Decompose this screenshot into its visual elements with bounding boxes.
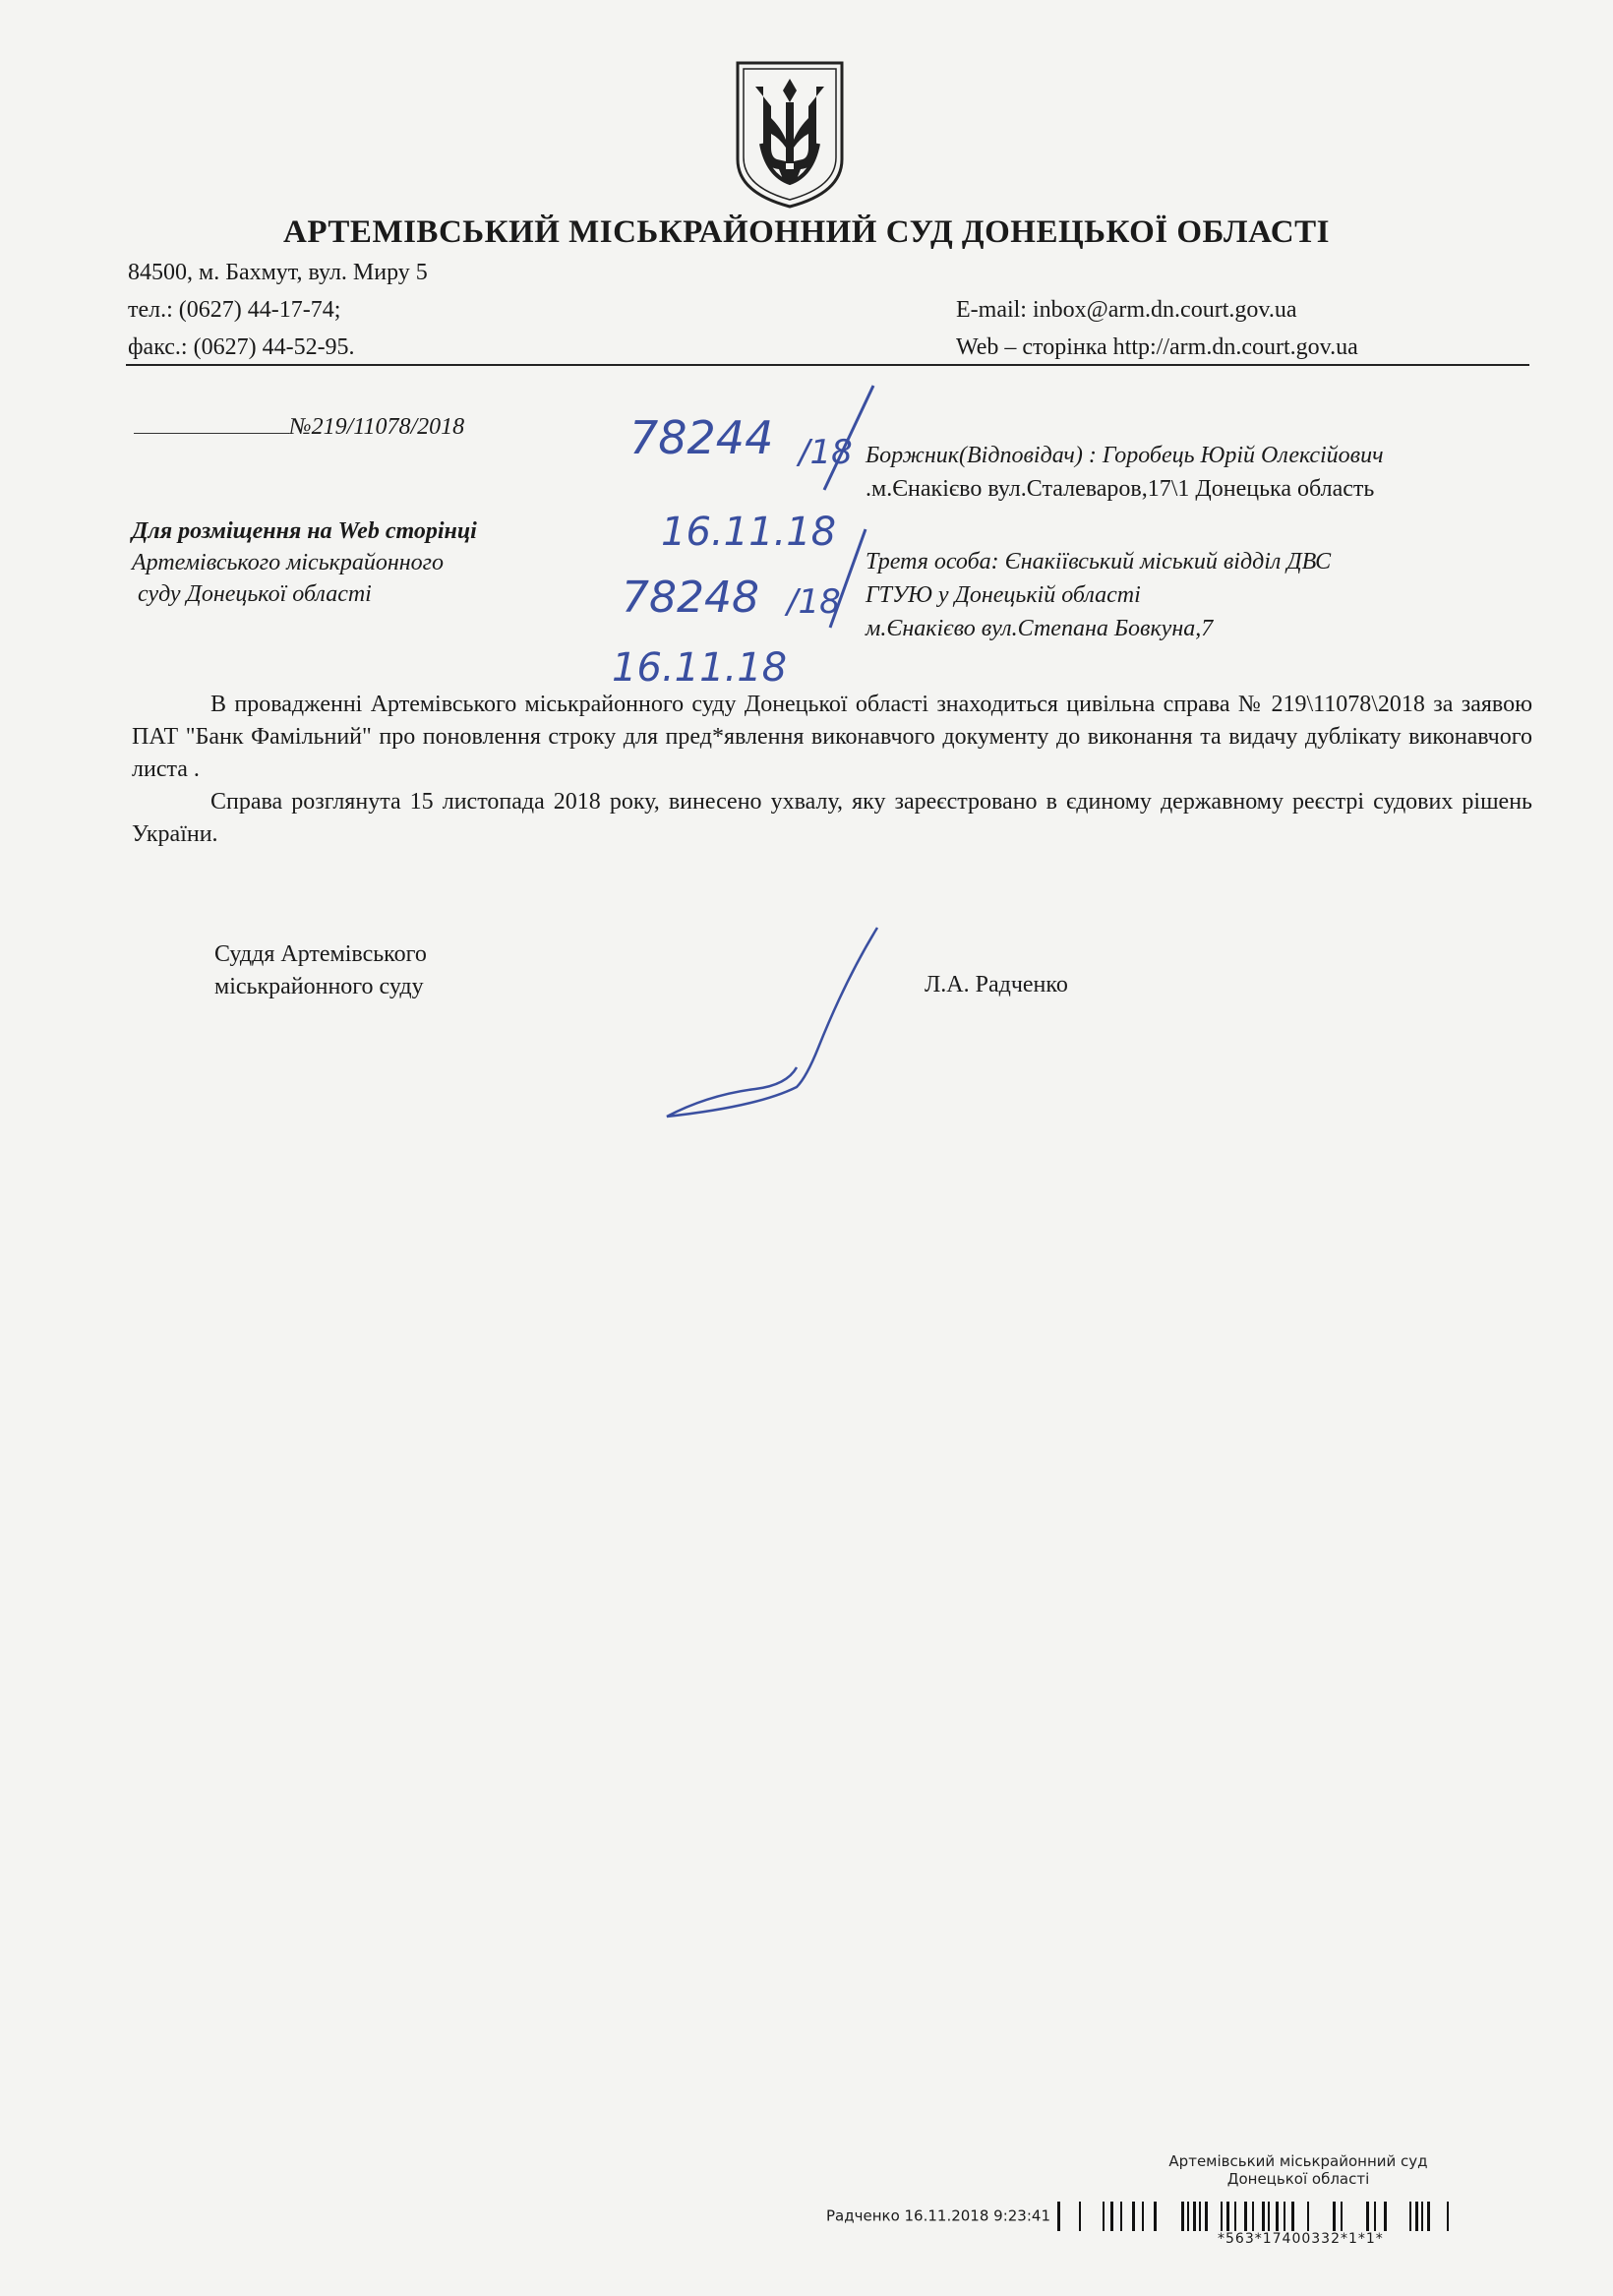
body-paragraph-2: Справа розглянута 15 листопада 2018 року, винесено ухвалу, яку зареєстровано в єдиному державному реєстрі судових рішень України.	[132, 789, 1532, 847]
handwritten-date-1: 16.11.18	[661, 510, 837, 555]
third-party-name: Третя особа: Єнакіївський міський відділ ДВС	[866, 549, 1332, 574]
judge-title-line1: Суддя Артемівського	[214, 941, 427, 967]
third-party-dept: ГТУЮ у Донецькій області	[866, 582, 1141, 608]
ukraine-trident-emblem-icon	[732, 57, 848, 211]
court-fax: факс.: (0627) 44-52-95.	[128, 334, 355, 360]
letter-body	[132, 689, 1532, 851]
court-address: 84500, м. Бахмут, вул. Миру 5	[128, 260, 428, 285]
body-paragraph-1: В провадженні Артемівського міськрайонного суду Донецької області знаходиться цивільна справа № 219\11078\2018 за заявою ПАТ "Банк Фамільний" про поновлення строку для пред*явлення виконавчого документу до виконання та видачу дублікату виконавчого листа .	[132, 692, 1532, 782]
outgoing-number	[134, 413, 464, 441]
judge-title	[214, 938, 427, 1003]
stamp-court-line1: Артемівський міськрайонний суд	[1168, 2152, 1428, 2170]
court-title: АРТЕМІВСЬКИЙ МІСЬКРАЙОННИЙ СУД ДОНЕЦЬКОЇ ОБЛАСТІ	[283, 214, 1330, 250]
handwritten-signature	[649, 920, 885, 1126]
judge-title-line2: міськрайонного суду	[214, 974, 424, 999]
court-email: E-mail: inbox@arm.dn.court.gov.ua	[956, 297, 1297, 323]
third-party-address: м.Єнакієво вул.Степана Бовкуна,7	[866, 616, 1214, 641]
web-note-line1: Для розміщення на Web сторінці	[132, 518, 477, 544]
handwritten-date-2: 16.11.18	[612, 645, 788, 691]
stamp-registered-by: Радченко 16.11.2018 9:23:41	[826, 2206, 1050, 2225]
handwritten-incoming-number-1: 78244	[629, 411, 774, 464]
barcode-text: *563*17400332*1*1*	[1218, 2231, 1384, 2247]
debtor-block	[866, 439, 1384, 506]
judge-name: Л.А. Радченко	[925, 972, 1068, 997]
web-note-line3: суду Донецької області	[132, 581, 372, 607]
handwritten-incoming-number-2: 78248	[622, 573, 759, 623]
barcode-icon	[1055, 2202, 1518, 2231]
stamp-court-line2: Донецької області	[1226, 2170, 1370, 2188]
handwritten-suffix-1: /18	[799, 433, 853, 472]
debtor-name: Боржник(Відповідач) : Горобець Юрій Олексійович	[866, 443, 1384, 468]
debtor-address: .м.Єнакієво вул.Сталеваров,17\1 Донецька область	[866, 476, 1375, 502]
third-party-block	[866, 545, 1331, 645]
outgoing-number-value: №219/11078/2018	[289, 414, 465, 440]
web-publication-note	[132, 515, 477, 610]
header-divider	[126, 364, 1529, 366]
court-phone: тел.: (0627) 44-17-74;	[128, 297, 341, 323]
court-web: Web – сторінка http://arm.dn.court.gov.ua	[956, 334, 1358, 360]
web-note-line2: Артемівського міськрайонного	[132, 550, 445, 575]
stamp-barcode-row	[826, 2202, 1518, 2231]
outgoing-number-blank	[134, 413, 289, 434]
registration-stamp	[826, 2152, 1524, 2247]
handwritten-suffix-2: /18	[787, 582, 841, 622]
